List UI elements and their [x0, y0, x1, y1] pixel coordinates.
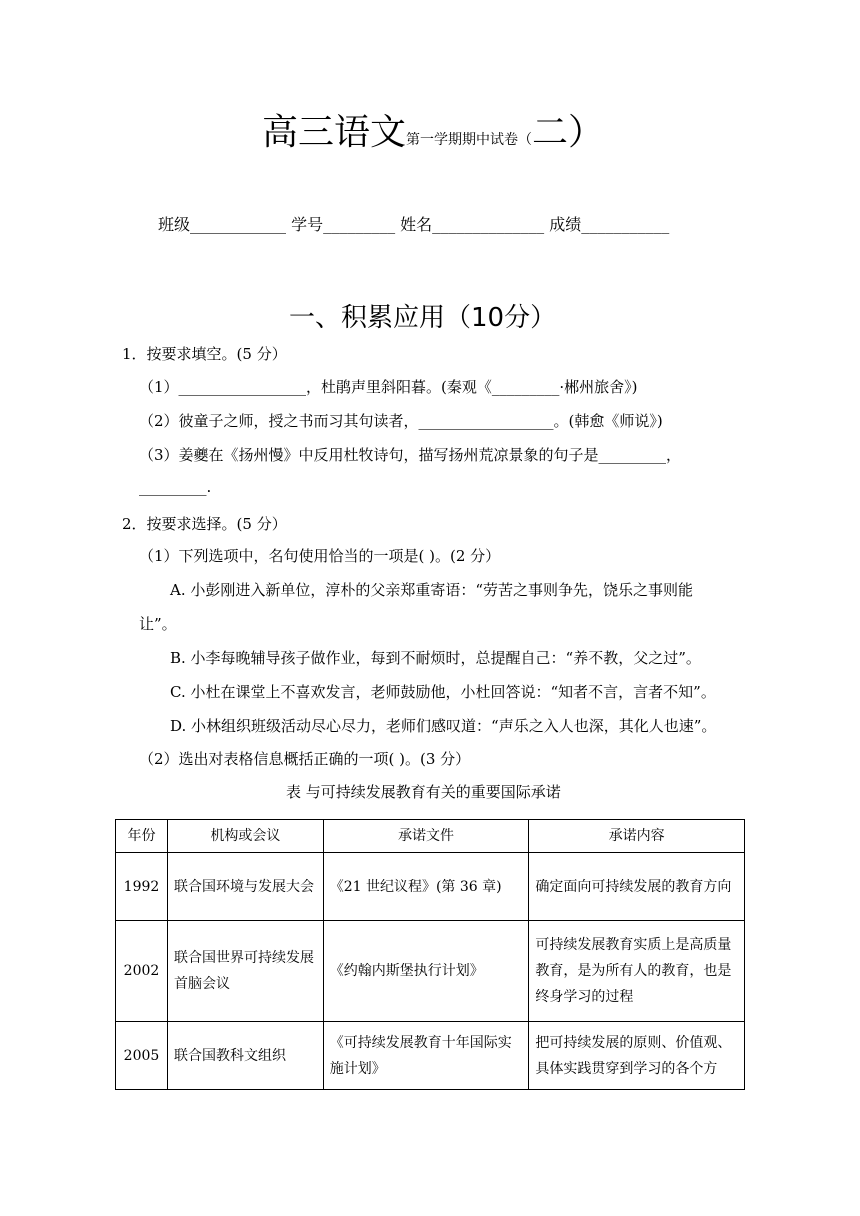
table-row: [116, 1022, 745, 1090]
table-cell-doc: 《可持续发展教育十年国际实施计划》: [323, 1022, 529, 1090]
q2-option-b: B. 小李每晚辅导孩子做作业，每到不耐烦时，总提醒自己：“养不教，父之过”。: [170, 649, 701, 667]
table-header-cell: 承诺文件: [323, 820, 529, 853]
q1-item-3-cont: _________.: [139, 478, 212, 496]
q1-item-3: （3）姜夔在《扬州慢》中反用杜牧诗句，描写扬州荒凉景象的句子是_________，: [139, 446, 682, 464]
table-cell-content: 把可持续发展的原则、价值观、具体实践贯穿到学习的各个方: [529, 1022, 745, 1090]
q2-option-c: C. 小杜在课堂上不喜欢发言，老师鼓励他，小杜回答说：“知者不言，言者不知”。: [170, 683, 716, 701]
table-cell-year: 2005: [116, 1022, 168, 1090]
q2-option-a: A. 小彭刚进入新单位，淳朴的父亲郑重寄语：“劳苦之事则争先，饶乐之事则能: [170, 581, 694, 599]
table-cell-org: 联合国世界可持续发展首脑会议: [167, 921, 323, 1022]
q2-option-d: D. 小林组织班级活动尽心尽力，老师们感叹道：“声乐之入人也深，其化人也速”。: [170, 717, 717, 735]
table-cell-content: 确定面向可持续发展的教育方向: [529, 853, 745, 921]
section-heading: 一、积累应用（10分）: [289, 303, 557, 333]
q1-stem: 1．按要求填空。(5 分）: [122, 345, 287, 363]
table-header-cell: 机构或会议: [167, 820, 323, 853]
student-info-line: 班级____________ 学号_________ 姓名______________ 成绩___________: [158, 215, 670, 234]
title-sub: 第一学期期中试卷（: [406, 132, 533, 148]
commitments-table: [115, 819, 745, 1090]
table-header-cell: 承诺内容: [529, 820, 745, 853]
q2-option-a-cont: 让”。: [139, 615, 177, 633]
table-caption: 表 与可持续发展教育有关的重要国际承诺: [286, 783, 561, 801]
table-row: [116, 853, 745, 921]
q1-item-2: （2）彼童子之师，授之书而习其句读者，__________________。(韩愈《师说》): [139, 412, 663, 430]
table-cell-year: 2002: [116, 921, 168, 1022]
table-cell-org: 联合国教科文组织: [167, 1022, 323, 1090]
q2-stem: 2．按要求选择。(5 分）: [122, 515, 287, 533]
q1-item-1: （1）_________________，杜鹃声里斜阳暮。(秦观《_________·郴州旅舍》): [139, 378, 638, 396]
table-row: [116, 921, 745, 1022]
table-cell-org: 联合国环境与发展大会: [167, 853, 323, 921]
q2-sub-1: （1）下列选项中，名句使用恰当的一项是( )。(2 分）: [139, 547, 501, 565]
table-header-row: [116, 820, 745, 853]
title-main: 高三语文: [262, 112, 407, 153]
table-cell-year: 1992: [116, 853, 168, 921]
exam-title: [262, 104, 604, 155]
table-cell-doc: 《21 世纪议程》(第 36 章): [323, 853, 529, 921]
q2-sub-2: （2）选出对表格信息概括正确的一项( )。(3 分）: [139, 750, 471, 768]
title-tail: 二）: [532, 112, 605, 153]
table-cell-doc: 《约翰内斯堡执行计划》: [323, 921, 529, 1022]
table-cell-content: 可持续发展教育实质上是高质量教育，是为所有人的教育，也是终身学习的过程: [529, 921, 745, 1022]
table-header-cell: 年份: [116, 820, 168, 853]
